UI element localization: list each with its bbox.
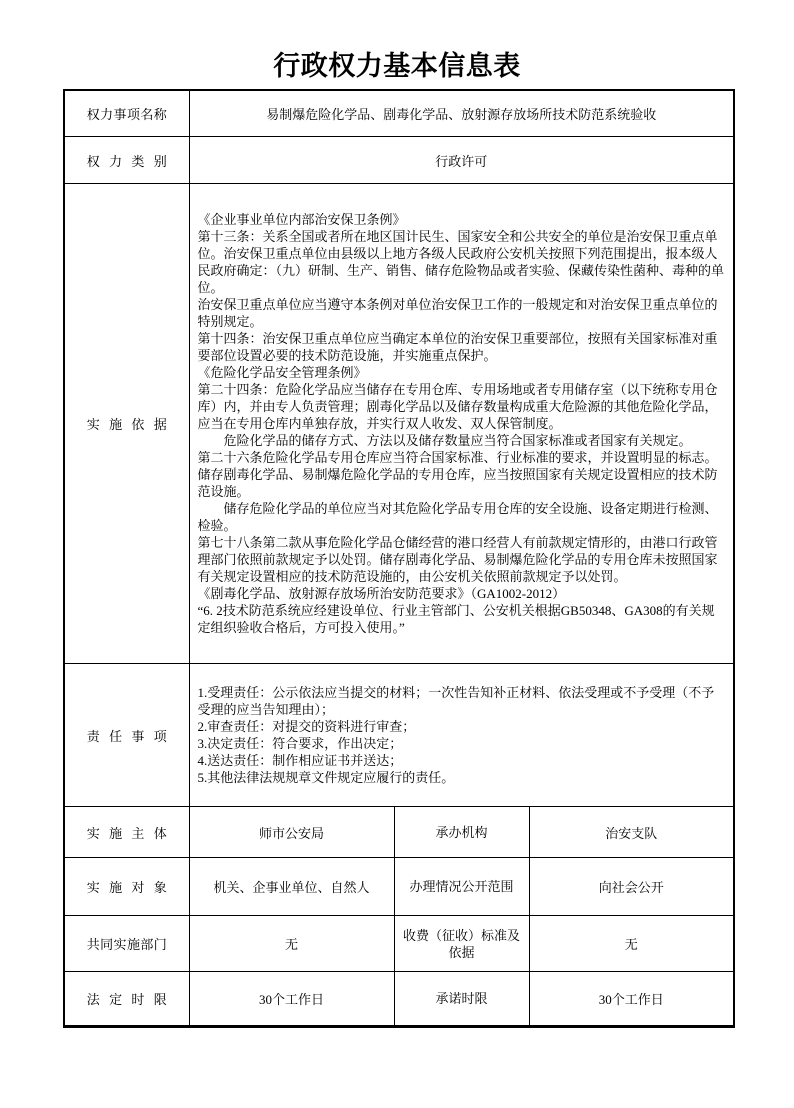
item-name-value: 易制爆危险化学品、剧毒化学品、放射源存放场所技术防范系统验收 bbox=[189, 90, 734, 137]
basis-content-cell bbox=[189, 184, 734, 664]
basis-label-cell bbox=[64, 184, 189, 664]
implementing-body-value: 师市公安局 bbox=[189, 807, 394, 858]
row-implementation-basis bbox=[64, 184, 734, 664]
duty-item: 3.决定责任：符合要求，作出决定； bbox=[197, 736, 403, 751]
duty-item: 5.其他法律法规规章文件规定应履行的责任。 bbox=[197, 770, 455, 785]
basis-paragraph: 《剧毒化学品、放射源存放场所治安防范要求》（GA1002-2012） bbox=[197, 586, 566, 601]
row-joint-departments bbox=[64, 916, 734, 972]
info-table bbox=[63, 89, 735, 1028]
duties-label: 责任事项 bbox=[86, 728, 167, 744]
power-type-value: 行政许可 bbox=[189, 137, 734, 184]
joint-departments-label: 共同实施部门 bbox=[86, 937, 167, 952]
implementing-body-label: 实施主体 bbox=[86, 825, 167, 841]
basis-paragraph: 第二十四条：危险化学品应当储存在专用仓库、专用场地或者专用储存室（以下统称专用仓库）内，并由专人负责管理；剧毒化学品以及储存数量构成重大危险源的其他危险化学品，应当在专用仓库内单独存放，并实行双人收发、双人保管制度。 bbox=[197, 382, 718, 431]
basis-paragraph: 第十四条：治安保卫重点单位应当确定本单位的治安保卫重要部位，按照有关国家标准对重要部位设置必要的技术防范设施，并实施重点保护。 bbox=[197, 331, 718, 363]
duty-item: 1.受理责任：公示依法应当提交的材料；一次性告知补正材料、依法受理或不予受理（不予受理的应当告知理由）； bbox=[197, 685, 715, 717]
item-name-label-cell bbox=[64, 90, 189, 137]
implementing-body-label-cell bbox=[64, 807, 189, 858]
fee-standard-label: 收费（征收）标准及依据 bbox=[394, 916, 529, 972]
fee-standard-value: 无 bbox=[529, 916, 734, 972]
basis-paragraph: 第十三条：关系全国或者所在地区国计民生、国家安全和公共安全的单位是治安保卫重点单位。治安保卫重点单位由县级以上地方各级人民政府公安机关按照下列范围提出，报本级人民政府确定：（九）研制、生产、销售、储存危险物品或者实验、保藏传染性菌种、毒种的单位。 bbox=[197, 229, 725, 295]
handling-agency-label: 承办机构 bbox=[394, 807, 529, 858]
basis-paragraph: 第七十八条第二款从事危险化学品仓储经营的港口经营人有前款规定情形的，由港口行政管理部门依照前款规定予以处罚。储存剧毒化学品、易制爆危险化学品的专用仓库未按照国家有关规定设置相应的技术防范设施的，由公安机关依照前款规定予以处罚。 bbox=[197, 535, 718, 584]
row-item-name bbox=[64, 90, 734, 137]
row-power-type bbox=[64, 137, 734, 184]
power-type-label: 权力类别 bbox=[86, 153, 167, 169]
basis-paragraph: 储存危险化学品的单位应当对其危险化学品专用仓库的安全设施、设备定期进行检测、检验。 bbox=[197, 501, 718, 533]
row-statutory-time-limit bbox=[64, 972, 734, 1027]
statutory-time-limit-label-cell bbox=[64, 972, 189, 1027]
row-duty-items bbox=[64, 664, 734, 807]
disclosure-scope-label: 办理情况公开范围 bbox=[394, 858, 529, 916]
statutory-time-limit-label: 法定时限 bbox=[86, 992, 167, 1007]
document-title: 行政权力基本信息表 bbox=[273, 51, 521, 81]
promised-time-limit-value: 30个工作日 bbox=[529, 972, 734, 1027]
basis-paragraph: 第二十六条危险化学品专用仓库应当符合国家标准、行业标准的要求，并设置明显的标志。储存剧毒化学品、易制爆危险化学品的专用仓库，应当按照国家有关规定设置相应的技术防范设施。 bbox=[197, 450, 718, 499]
basis-paragraph: 《危险化学品安全管理条例》 bbox=[197, 365, 367, 380]
basis-paragraph: 危险化学品的储存方式、方法以及储存数量应当符合国家标准或者国家有关规定。 bbox=[223, 433, 692, 448]
item-name-label: 权力事项名称 bbox=[86, 107, 167, 122]
disclosure-scope-value: 向社会公开 bbox=[529, 858, 734, 916]
joint-departments-label-cell bbox=[64, 916, 189, 972]
basis-paragraph: 治安保卫重点单位应当遵守本条例对单位治安保卫工作的一般规定和对治安保卫重点单位的特别规定。 bbox=[197, 297, 718, 329]
duties-label-cell bbox=[64, 664, 189, 807]
basis-paragraph: “6. 2技术防范系统应经建设单位、行业主管部门、公安机关根据GB50348、GA308的有关规定组织验收合格后，方可投入使用。” bbox=[197, 603, 715, 635]
row-implementing-body bbox=[64, 807, 734, 858]
handling-agency-value: 治安支队 bbox=[529, 807, 734, 858]
power-type-label-cell bbox=[64, 137, 189, 184]
row-implementation-target bbox=[64, 858, 734, 916]
duties-content-cell bbox=[189, 664, 734, 807]
implementation-target-value: 机关、企事业单位、自然人 bbox=[189, 858, 394, 916]
duty-item: 4.送达责任：制作相应证书并送达； bbox=[197, 753, 403, 768]
joint-departments-value: 无 bbox=[189, 916, 394, 972]
basis-label: 实施依据 bbox=[86, 417, 167, 432]
promised-time-limit-label: 承诺时限 bbox=[394, 972, 529, 1027]
implementation-target-label: 实施对象 bbox=[86, 880, 167, 895]
statutory-time-limit-value: 30个工作日 bbox=[189, 972, 394, 1027]
basis-paragraph: 《企业事业单位内部治安保卫条例》 bbox=[197, 212, 406, 227]
implementation-target-label-cell bbox=[64, 858, 189, 916]
duty-item: 2.审查责任：对提交的资料进行审查； bbox=[197, 719, 416, 734]
